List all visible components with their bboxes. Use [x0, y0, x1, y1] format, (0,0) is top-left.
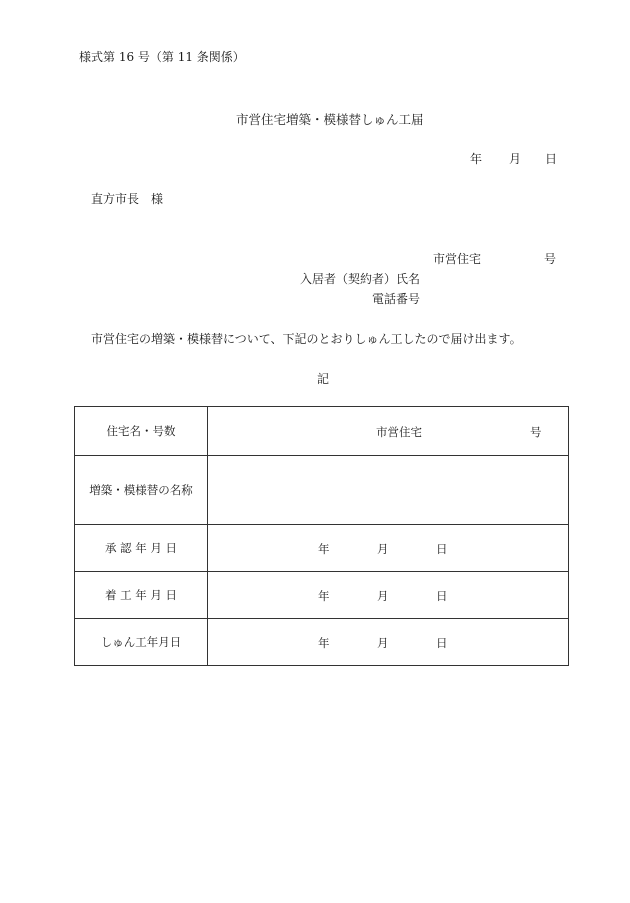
table-row-housing [75, 407, 569, 456]
table-row-start-date [75, 572, 569, 619]
approval-date-cell [208, 525, 569, 572]
approval-day: 日 [436, 542, 448, 556]
date-month: 月 [509, 152, 522, 166]
row-label: しゅん工年月日 [75, 619, 208, 666]
housing-label: 市営住宅 [376, 425, 422, 439]
approval-month: 月 [377, 542, 389, 556]
row-label: 着 工 年 月 日 [75, 572, 208, 619]
addressee: 直方市長 様 [91, 192, 164, 206]
housing-cell [208, 407, 569, 456]
start-month: 月 [377, 589, 389, 603]
ki-heading: 記 [317, 372, 330, 386]
completion-year: 年 [318, 636, 330, 650]
name-cell [208, 456, 569, 525]
completion-day: 日 [436, 636, 448, 650]
row-label: 住宅名・号数 [75, 407, 208, 456]
table-row-name [75, 456, 569, 525]
completion-month: 月 [377, 636, 389, 650]
applicant-housing-label: 市営住宅 [433, 252, 482, 266]
table-row-completion-date [75, 619, 569, 666]
date-year: 年 [470, 152, 483, 166]
report-table [74, 406, 569, 666]
start-day: 日 [436, 589, 448, 603]
completion-date-cell [208, 619, 569, 666]
approval-year: 年 [318, 542, 330, 556]
start-year: 年 [318, 589, 330, 603]
row-label: 承 認 年 月 日 [75, 525, 208, 572]
applicant-number-suffix: 号 [544, 252, 557, 266]
table-row-approval-date [75, 525, 569, 572]
start-date-cell [208, 572, 569, 619]
form-number: 様式第 16 号（第 11 条関係） [79, 50, 245, 64]
applicant-name-label: 入居者（契約者）氏名 [300, 272, 421, 286]
row-label: 増築・模様替の名称 [75, 456, 208, 525]
applicant-phone-label: 電話番号 [372, 292, 421, 306]
date-day: 日 [545, 152, 558, 166]
body-text: 市営住宅の増築・模様替について、下記のとおりしゅん工したので届け出ます。 [91, 332, 522, 346]
document-title: 市営住宅増築・模様替しゅん工届 [236, 112, 424, 127]
housing-number-suffix: 号 [530, 425, 542, 439]
